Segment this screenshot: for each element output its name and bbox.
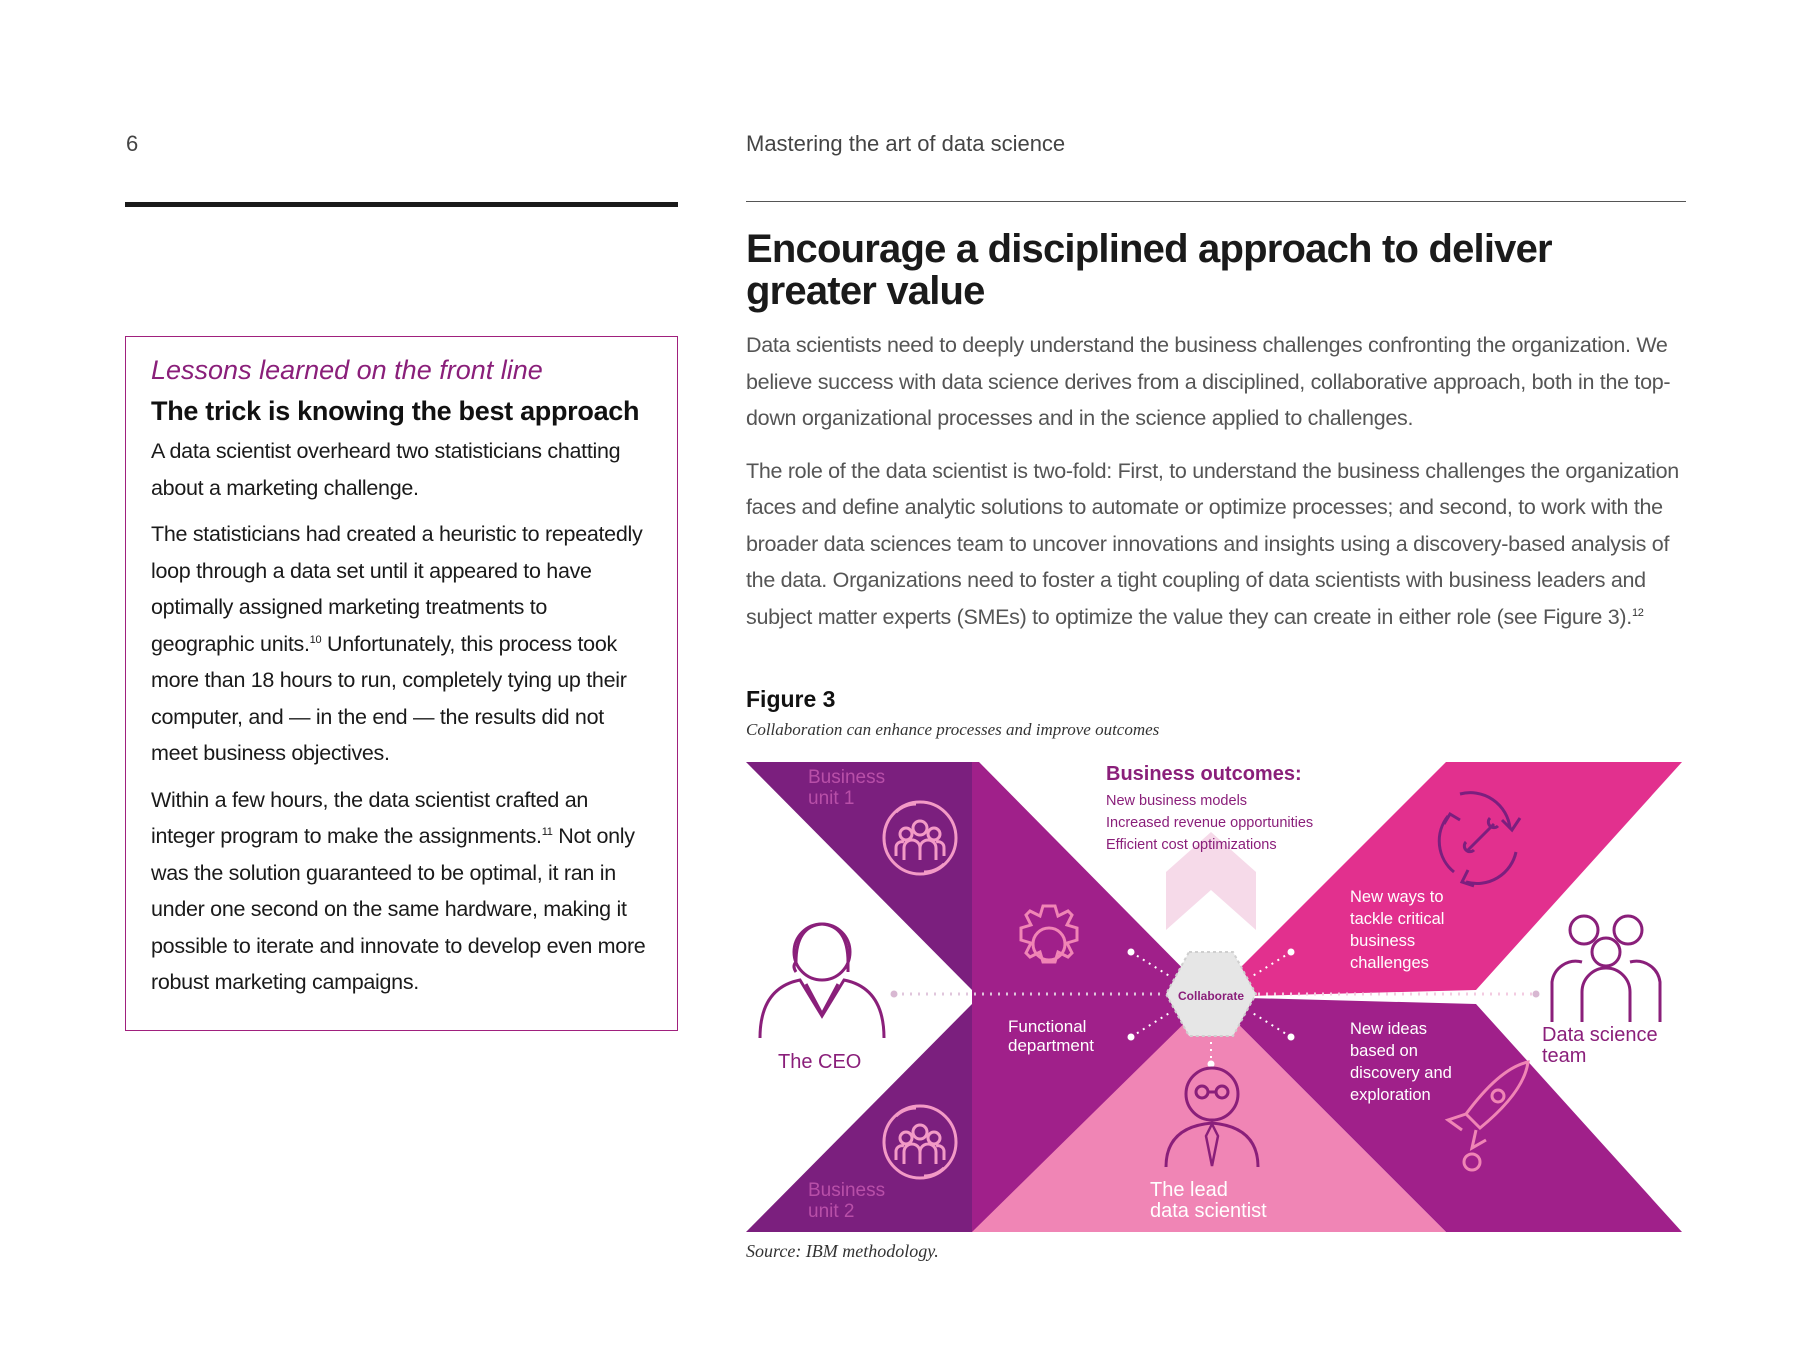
sidebar-paragraph-2 [151,516,656,772]
main-paragraph-2-text: The role of the data scientist is two-fold: First, to understand the business challenges the organization faces and define analytic solutions to automate or optimize processes; and second, to work with the broader data sciences team to uncover innovations and insights using a discovery-based analysis of the data. Organizations need to foster a tight coupling of data scientists with business leaders and subject matter experts (SMEs) to optimize the value they can create in either role (see Figure 3). [746,458,1679,629]
sidebar-rule [125,202,678,207]
label-new-ideas [1350,1018,1452,1106]
label-line: New ways to [1350,888,1444,906]
label-new-ways [1350,886,1444,974]
collaboration-diagram [746,762,1682,1232]
sidebar-paragraph-3-cont: Not only was the solution guaranteed to be optimal, it ran in under one second on the same hardware, making it possible to iterate and innovate to develop even more robust marketing campaigns. [151,824,646,994]
main-rule [746,201,1686,202]
sidebar-content [151,355,656,1011]
label-line: unit 1 [808,788,855,809]
label-collaborate: Collaborate [1177,989,1244,1003]
label-line: challenges [1350,954,1429,972]
footnote-ref-12: 12 [1631,606,1644,619]
label-line: New ideas [1350,1020,1428,1038]
main-paragraph-1: Data scientists need to deeply understand the business challenges confronting the organization. We believe success with data science derives from a disciplined, collaborative approach, both in the top-down organizational processes and in the science applied to challenges. [746,333,1671,430]
sidebar-paragraph-3-text: Within a few hours, the data scientist crafted an integer program to make the assignments. [151,787,589,848]
main-heading: Encourage a disciplined approach to deliver greater value [746,227,1552,313]
label-line: unit 2 [808,1201,855,1222]
label-outcomes-title: Business outcomes: [1106,763,1302,785]
label-line: department [1008,1036,1094,1055]
sidebar-paragraph-2-text: The statisticians had created a heuristic to repeatedly loop through a data set until it appeared to have optimally assigned marketing treatments to geographic units. [151,522,643,656]
label-line: business [1350,932,1416,950]
label-line: discovery and [1350,1064,1452,1082]
sidebar-paragraph-1: A data scientist overheard two statisticians chatting about a marketing challenge. [151,439,621,500]
label-line: Functional [1008,1017,1087,1036]
sidebar-heading: The trick is knowing the best approach [151,396,640,426]
outcome-item: New business models [1106,793,1248,809]
main-body [746,327,1686,651]
label-data-science-team [1542,1025,1658,1067]
figure-caption: Collaboration can enhance processes and improve outcomes [746,720,1160,739]
label-business-unit-2 [808,1180,885,1222]
outcome-item: Efficient cost optimizations [1106,837,1277,853]
ceo-icon [760,924,884,1038]
sidebar-box [125,336,678,1031]
connector-dot [891,991,898,998]
label-functional-department [1008,1017,1094,1055]
sidebar-paragraph-3 [151,782,656,1001]
label-ceo: The CEO [778,1051,862,1073]
brain-team-icon [1552,916,1660,1022]
label-line: team [1542,1045,1587,1067]
label-line: Data science [1542,1024,1658,1046]
connector-dot [1288,949,1295,956]
connector-dot [1128,1034,1135,1041]
label-line: data scientist [1150,1200,1267,1222]
label-line: based on [1350,1042,1418,1060]
footnote-ref-10: 10 [309,633,322,646]
sidebar-paragraph-2-cont: Unfortunately, this process took more than 18 hours to run, completely tying up their computer, and — in the end — the results did not meet business objectives. [151,631,627,765]
running-title: Mastering the art of data science [746,131,1066,156]
figure-source: Source: IBM methodology. [746,1241,939,1261]
footnote-ref-11: 11 [541,825,553,838]
label-line: tackle critical [1350,910,1445,928]
label-line: The lead [1150,1179,1228,1201]
label-line: Business [808,1180,886,1201]
label-business-unit-1 [808,767,885,809]
outcome-item: Increased revenue opportunities [1106,815,1314,831]
label-line: Business [808,767,886,788]
figure-label: Figure 3 [746,686,836,712]
sidebar-kicker: Lessons learned on the front line [151,355,543,385]
label-lead-data-scientist [1150,1180,1267,1222]
main-paragraph-2 [746,453,1686,636]
connector-dot [1288,1034,1295,1041]
page-number: 6 [126,131,139,156]
connector-dot [1128,949,1135,956]
outcomes-list [1106,790,1313,856]
connector-dot [1533,991,1540,998]
label-line: exploration [1350,1086,1431,1104]
connector-dot [1208,1061,1215,1068]
